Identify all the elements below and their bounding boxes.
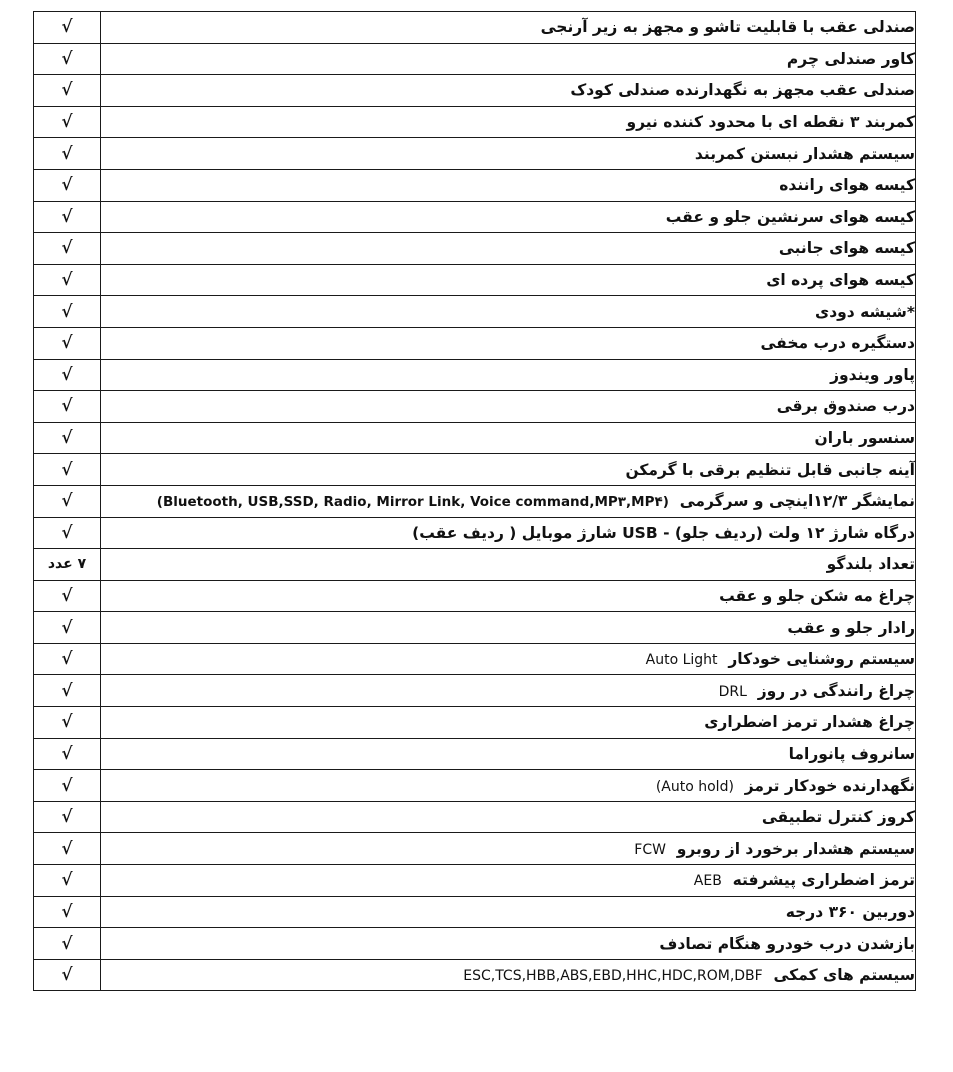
availability-mark: √ [34,643,101,675]
feature-cell [101,675,916,707]
feature-label: سنسور باران [814,429,915,448]
feature-cell [101,801,916,833]
table-row [34,327,916,359]
feature-label: ترمز اضطراری پیشرفته [732,871,915,890]
feature-cell [101,517,916,549]
table-row [34,296,916,328]
feature-cell [101,359,916,391]
feature-label: چراغ مه شکن جلو و عقب [719,586,915,605]
feature-label: چراغ هشدار ترمز اضطراری [704,713,915,732]
feature-cell [101,643,916,675]
feature-cell [101,12,916,44]
availability-mark: √ [34,12,101,44]
feature-label: نگهدارنده خودکار ترمز [744,776,915,795]
table-row [34,612,916,644]
availability-mark: √ [34,327,101,359]
feature-label: سیستم روشنایی خودکار [728,650,915,669]
feature-cell [101,138,916,170]
availability-mark: √ [34,201,101,233]
feature-label: رادار جلو و عقب [787,618,915,637]
feature-label: درگاه شارژ ۱۲ ولت (ردیف جلو) - USB شارژ موبایل ( ردیف عقب) [412,523,915,542]
feature-latin-label: FCW [634,841,666,858]
table-row [34,580,916,612]
feature-label: سانروف پانوراما [788,744,915,763]
feature-cell [101,169,916,201]
feature-label: کروز کنترل تطبیقی [761,808,915,827]
feature-cell [101,580,916,612]
feature-cell [101,833,916,865]
table-row [34,770,916,802]
availability-mark: √ [34,770,101,802]
feature-cell [101,485,916,517]
feature-label: صندلی عقب مجهز به نگهدارنده صندلی کودک [570,81,915,100]
table-row [34,106,916,138]
feature-cell [101,296,916,328]
availability-mark: √ [34,106,101,138]
availability-mark: √ [34,865,101,897]
table-row [34,549,916,581]
feature-label: سیستم هشدار برخورد از روبرو [676,839,915,858]
availability-mark: √ [34,454,101,486]
feature-latin-label: AEB [693,873,722,890]
availability-mark: √ [34,138,101,170]
availability-mark: √ [34,896,101,928]
feature-latin-label: (Bluetooth, USB,SSD, Radio, Mirror Link, Voice command,MP۳,MP۴) [156,494,669,511]
availability-mark: √ [34,801,101,833]
availability-mark: √ [34,296,101,328]
feature-cell [101,707,916,739]
feature-label: کیسه هوای سرنشین جلو و عقب [665,207,915,226]
availability-mark: √ [34,359,101,391]
feature-cell [101,865,916,897]
feature-label: پاور ویندوز [830,365,915,384]
table-row [34,454,916,486]
feature-cell [101,75,916,107]
feature-cell [101,43,916,75]
availability-mark: √ [34,738,101,770]
table-row [34,233,916,265]
feature-cell [101,391,916,423]
feature-label: بازشدن درب خودرو هنگام تصادف [659,934,915,953]
availability-mark: √ [34,485,101,517]
table-row [34,865,916,897]
availability-mark: √ [34,233,101,265]
feature-cell [101,959,916,991]
availability-mark: √ [34,75,101,107]
table-row [34,264,916,296]
feature-cell [101,201,916,233]
feature-cell [101,549,916,581]
table-row [34,12,916,44]
availability-mark: √ [34,169,101,201]
feature-cell [101,422,916,454]
feature-cell [101,612,916,644]
features-table-body [34,12,916,991]
availability-mark: √ [34,580,101,612]
feature-label: سیستم هشدار نبستن کمربند [694,144,915,163]
table-row [34,169,916,201]
table-row [34,643,916,675]
table-row [34,801,916,833]
feature-label: صندلی عقب با قابلیت تاشو و مجهز به زیر آرنجی [540,18,915,37]
availability-mark: √ [34,612,101,644]
table-row [34,896,916,928]
availability-mark: √ [34,391,101,423]
feature-label: آینه جانبی قابل تنظیم برقی با گرمکن [625,460,915,479]
feature-label: کیسه هوای راننده [779,176,915,195]
feature-cell [101,928,916,960]
feature-label: چراغ رانندگی در روز [757,681,915,700]
feature-cell [101,327,916,359]
table-row [34,928,916,960]
feature-label: نمایشگر ۱۲/۳اینچی و سرگرمی [679,492,915,511]
availability-mark: √ [34,264,101,296]
feature-cell [101,264,916,296]
availability-mark: √ [34,959,101,991]
table-row [34,833,916,865]
features-table [33,11,916,991]
table-row [34,138,916,170]
availability-mark: √ [34,675,101,707]
table-row [34,959,916,991]
availability-mark: √ [34,517,101,549]
table-row [34,675,916,707]
feature-cell [101,454,916,486]
feature-label: درب صندوق برقی [776,397,915,416]
count-value: ۷ عدد [34,549,101,581]
table-row [34,738,916,770]
table-row [34,707,916,739]
table-row [34,422,916,454]
table-row [34,517,916,549]
feature-label: کیسه هوای پرده ای [766,271,915,290]
feature-cell [101,106,916,138]
availability-mark: √ [34,707,101,739]
feature-latin-label: ESC,TCS,HBB,ABS,EBD,HHC,HDC,ROM,DBF [463,968,763,985]
feature-label: دوربین ۳۶۰ درجه [785,902,915,921]
feature-latin-label: (Auto hold) [655,778,734,795]
feature-label: تعداد بلندگو [826,555,915,574]
feature-label: کیسه هوای جانبی [778,239,915,258]
feature-label: *شیشه دودی [815,302,915,321]
feature-label: دستگیره درب مخفی [760,334,915,353]
feature-latin-label: Auto Light [645,652,718,669]
table-row [34,43,916,75]
feature-cell [101,233,916,265]
feature-label: کمربند ۳ نقطه ای با محدود کننده نیرو [626,113,915,132]
table-row [34,359,916,391]
table-row [34,485,916,517]
availability-mark: √ [34,928,101,960]
feature-label: سیستم های کمکی [773,966,915,985]
availability-mark: √ [34,833,101,865]
table-row [34,391,916,423]
feature-cell [101,738,916,770]
availability-mark: √ [34,422,101,454]
availability-mark: √ [34,43,101,75]
table-row [34,201,916,233]
feature-cell [101,896,916,928]
table-row [34,75,916,107]
feature-cell [101,770,916,802]
feature-label: کاور صندلی چرم [786,49,915,68]
feature-latin-label: DRL [718,683,747,700]
